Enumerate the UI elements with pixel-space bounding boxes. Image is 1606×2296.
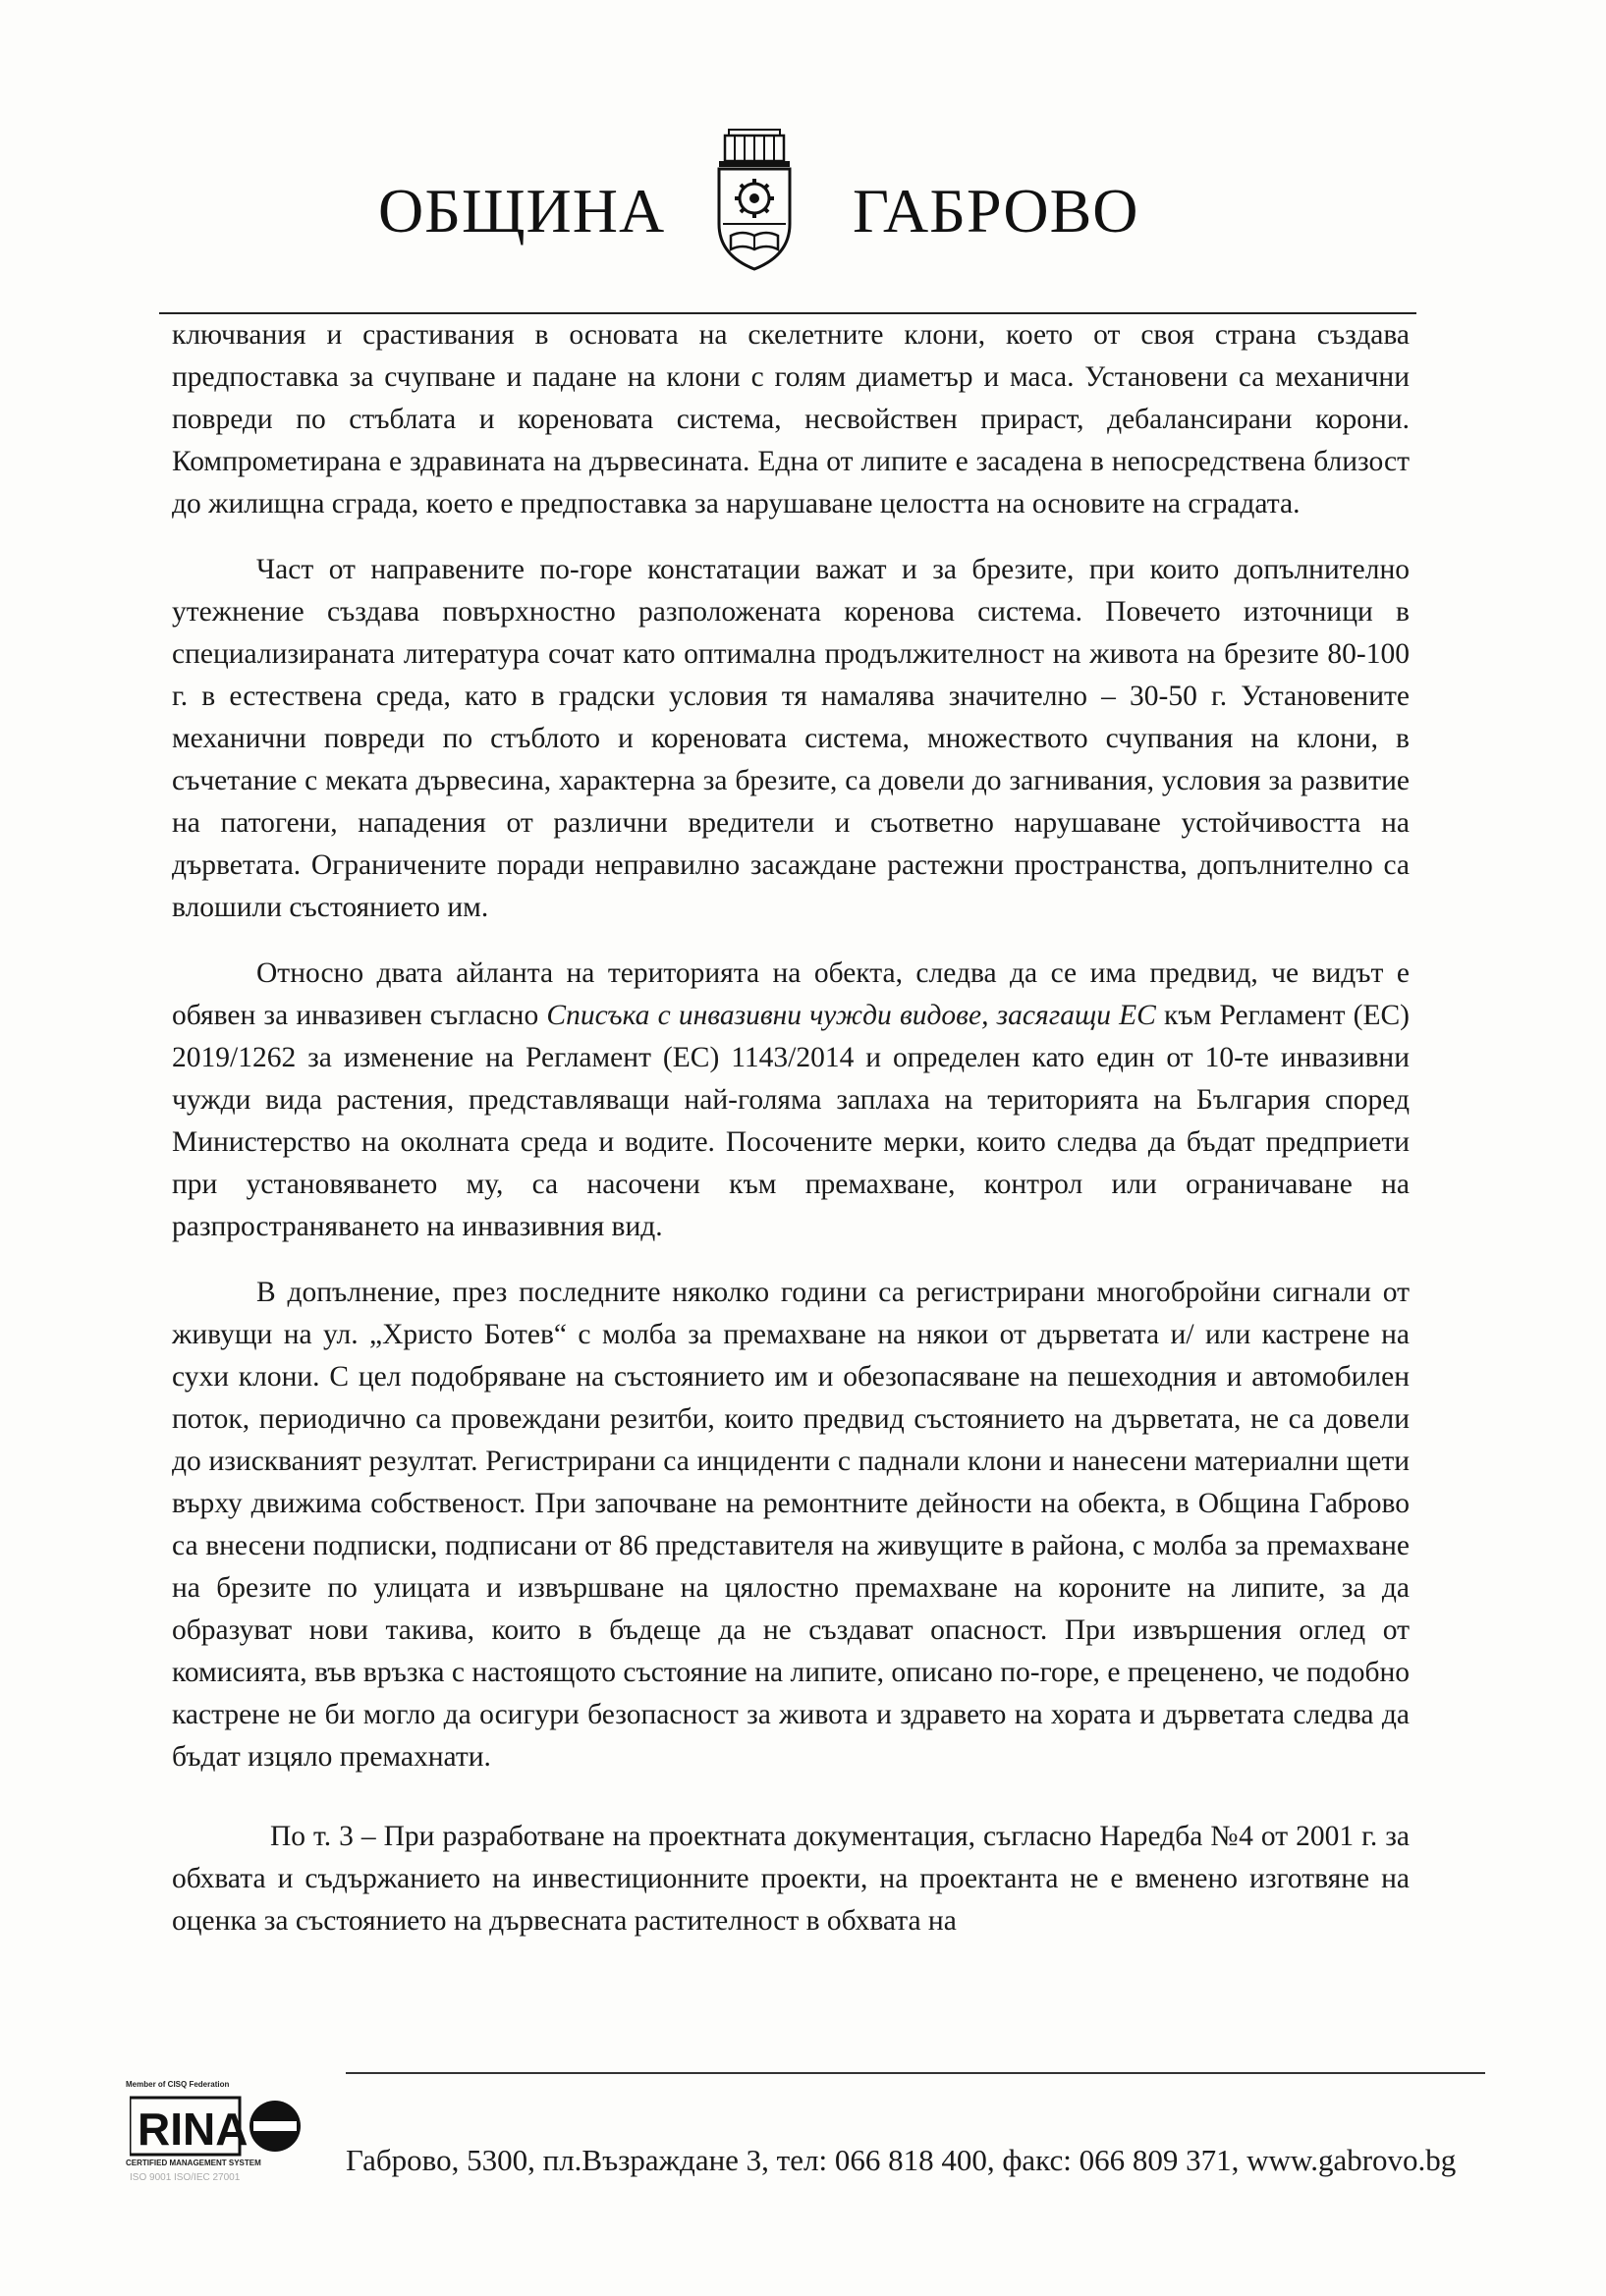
certification-badge	[126, 2080, 312, 2188]
document-body	[172, 314, 1410, 1966]
paragraph-1: ключвания и срастивания в основата на скелетните клони, което от своя страна създава предпоставка за счупване и падане на клони с голям диаметър и маса. Установени са механични повреди по стъблата и кореновата система, несвойствен прираст, дебалансирани корони. Компрометирана е здравината на дървесината. Една от липите е засадена в непосредствена близост до жилищна сграда, което е предпоставка за нарушаване целостта на основите на сградата.	[172, 319, 1410, 519]
rina-logo-text: RINA	[138, 2104, 249, 2155]
footer-divider	[346, 2072, 1485, 2074]
gabrovo-coat-of-arms-icon	[709, 126, 800, 273]
cert-certified-text: CERTIFIED MANAGEMENT SYSTEM	[126, 2159, 261, 2167]
cert-member-text: Member of CISQ Federation	[126, 2080, 230, 2089]
paragraph-3-italic-list-title: Списъка с инвазивни чужди видове, засягащи ЕС	[546, 1000, 1156, 1031]
letterhead	[0, 118, 1606, 275]
paragraph-3	[172, 953, 1410, 1248]
rina-logo	[130, 2096, 306, 2157]
cert-iso-text: ISO 9001 ISO/IEC 27001	[130, 2172, 241, 2183]
letterhead-word-municipality: ОБЩИНА	[378, 176, 666, 246]
paragraph-2: Част от направените по-горе констатации важат и за брезите, при които допълнително утежнение създава повърхностно разположената коренова система. Повечето източници в специализираната литература сочат като оптимална продължителност на живота на брезите 80-100 г. в естествена среда, като в градски условия тя намалява значително – 30-50 г. Установените механични повреди по стъблото и кореновата система, множеството счупвания на клони, в съчетание с меката дървесина, характерна за брезите, са довели до загнивания, условия за развитие на патогени, нападения от различни вредители и съответно нарушаване устойчивостта на дърветата. Ограничените поради неправилно засаждане растежни пространства, допълнително са влошили състоянието им.	[172, 554, 1410, 923]
footer-address: Габрово, 5300, пл.Възраждане 3, тел: 066 818 400, факс: 066 809 371, www.gabrovo.bg	[346, 2143, 1457, 2177]
paragraph-5: По т. 3 – При разработване на проектната документация, съгласно Наредба №4 от 2001 г. за обхвата и съдържанието на инвестиционните проекти, на проектанта не е вменено изготвяне на оценка за състоянието на дървесната растителност в обхвата на	[172, 1821, 1410, 1937]
paragraph-3-text-a: Относно двата айланта на територията на обекта, следва да се има предвид, че видът е обявен за инвазивен съгласно	[172, 957, 1410, 1031]
paragraph-4: В допълнение, през последните няколко години са регистрирани многобройни сигнали от живущи на ул. „Христо Ботев“ с молба за премахване на някои от дърветата и/ или кастрене на сухи клони. С цел подобряване на състоянието им и обезопасяване на пешеходния и автомобилен поток, периодично са провеждани резитби, които предвид състоянието на дърветата, не са довели до изискваният резултат. Регистрирани са инциденти с паднали клони и нанесени материални щети върху движима собственост. При започване на ремонтните дейности на обекта, в Община Габрово са внесени подписки, подписани от 86 представителя на живущите в района, с молба за премахване на брезите по улицата и извършване на цялостно премахване на короните на липите, за да образуват нови такива, които в бъдеще да не създават опасност. При извършения оглед от комисията, във връзка с настоящото състояние на липите, описано по-горе, е преценено, че подобно кастрене не би могло да осигури безопасност за живота и здравето на хората и дърветата следва да бъдат изцяло премахнати.	[172, 1277, 1410, 1773]
letterhead-word-gabrovo: ГАБРОВО	[853, 176, 1139, 246]
paragraph-3-text-b: към Регламент (ЕС) 2019/1262 за изменение на Регламент (ЕС) 1143/2014 и определен като един от 10-те инвазивни чужди вида растения, представляващи най-голяма заплаха на територията на България според Министерство на околната среда и водите. Посочените мерки, които следва да бъдат предприети при установяването му, са насочени към премахване, контрол или ограничаване на разпространяването на инвазивния вид.	[172, 1000, 1410, 1242]
